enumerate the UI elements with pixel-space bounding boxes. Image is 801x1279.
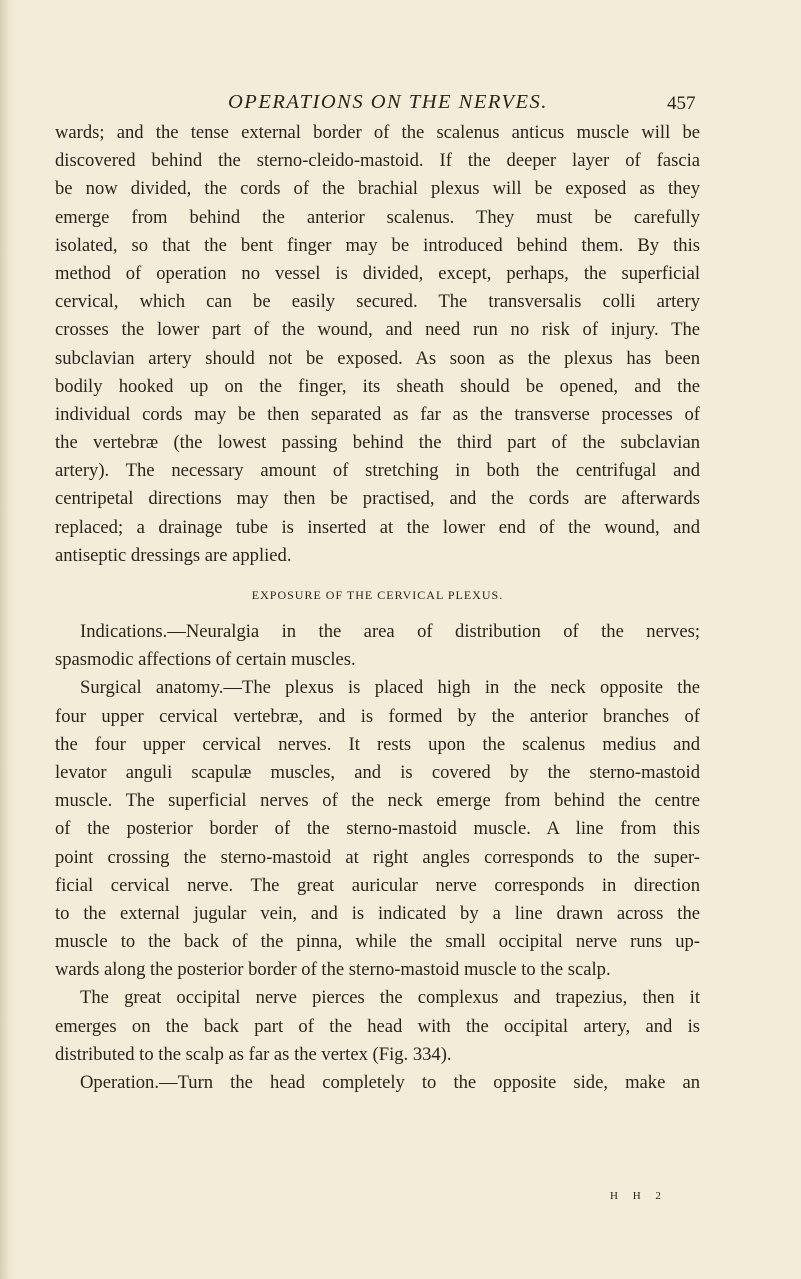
text-line: the vertebræ (the lowest passing behind the third part of the subclavian	[55, 432, 700, 454]
text-line: bodily hooked up on the finger, its sheath should be opened, and the	[55, 375, 700, 397]
text-line: subclavian artery should not be exposed. As soon as the plexus has been	[55, 347, 700, 369]
text-line: wards along the posterior border of the sterno-mastoid muscle to the scalp.	[55, 959, 611, 981]
text-line: levator anguli scapulæ muscles, and is covered by the sterno-mastoid	[55, 761, 700, 783]
text-line: centripetal directions may then be practised, and the cords are afterwards	[55, 488, 700, 510]
text-line: Operation.—Turn the head completely to the opposite side, make an	[80, 1072, 700, 1093]
text-line: individual cords may be then separated as far as the transverse processes of	[55, 403, 700, 425]
running-head	[0, 88, 801, 118]
paragraph-great-occipital-nerve	[55, 984, 700, 1069]
body-text	[55, 119, 700, 1097]
text-line: Indications.—Neuralgia in the area of distribution of the nerves;	[80, 621, 700, 642]
page-number: 457	[667, 93, 696, 114]
page-edge-shadow	[0, 0, 14, 1279]
text-line: point crossing the sterno-mastoid at right angles corresponds to the super-	[55, 846, 700, 868]
text-line: crosses the lower part of the wound, and need run no risk of injury. The	[55, 319, 700, 341]
text-line: distributed to the scalp as far as the vertex (Fig. 334).	[55, 1043, 452, 1065]
paragraph-indications	[55, 618, 700, 674]
text-line: ficial cervical nerve. The great auricular nerve corresponds in direction	[55, 874, 700, 896]
paragraph-surgical-anatomy	[55, 674, 700, 984]
signature-mark: H H 2	[610, 1190, 667, 1202]
text-line: four upper cervical vertebræ, and is formed by the anterior branches of	[55, 705, 700, 727]
text-line: muscle to the back of the pinna, while the small occipital nerve runs up-	[55, 931, 700, 953]
running-head-title: OPERATIONS ON THE NERVES.	[228, 91, 548, 113]
text-line: emerge from behind the anterior scalenus. They must be carefully	[55, 206, 700, 228]
text-line: artery). The necessary amount of stretching in both the centrifugal and	[55, 460, 700, 482]
text-line: discovered behind the sterno-cleido-mastoid. If the deeper layer of fascia	[55, 150, 700, 172]
text-line: muscle. The superficial nerves of the neck emerge from behind the centre	[55, 790, 700, 812]
text-line: to the external jugular vein, and is indicated by a line drawn across the	[55, 902, 700, 924]
paragraph-plexus-stretching	[55, 119, 700, 570]
text-line: wards; and the tense external border of the scalenus anticus muscle will be	[55, 122, 700, 143]
text-line: the four upper cervical nerves. It rests upon the scalenus medius and	[55, 733, 700, 755]
paragraph-operation	[55, 1069, 700, 1097]
text-line: replaced; a drainage tube is inserted at the lower end of the wound, and	[55, 516, 700, 538]
text-line: cervical, which can be easily secured. The transversalis colli artery	[55, 291, 700, 313]
text-line: Surgical anatomy.—The plexus is placed high in the neck opposite the	[80, 677, 700, 699]
text-line: isolated, so that the bent finger may be introduced behind them. By this	[55, 234, 700, 256]
text-line: method of operation no vessel is divided, except, perhaps, the superficial	[55, 262, 700, 284]
text-line: emerges on the back part of the head with the occipital artery, and is	[55, 1015, 700, 1037]
text-line: antiseptic dressings are applied.	[55, 544, 292, 566]
text-line: spasmodic affections of certain muscles.	[55, 649, 356, 671]
section-heading: EXPOSURE OF THE CERVICAL PLEXUS.	[251, 588, 504, 602]
text-line: The great occipital nerve pierces the complexus and trapezius, then it	[80, 987, 700, 1009]
text-line: be now divided, the cords of the brachial plexus will be exposed as they	[55, 178, 700, 200]
text-line: of the posterior border of the sterno-mastoid muscle. A line from this	[55, 818, 700, 840]
